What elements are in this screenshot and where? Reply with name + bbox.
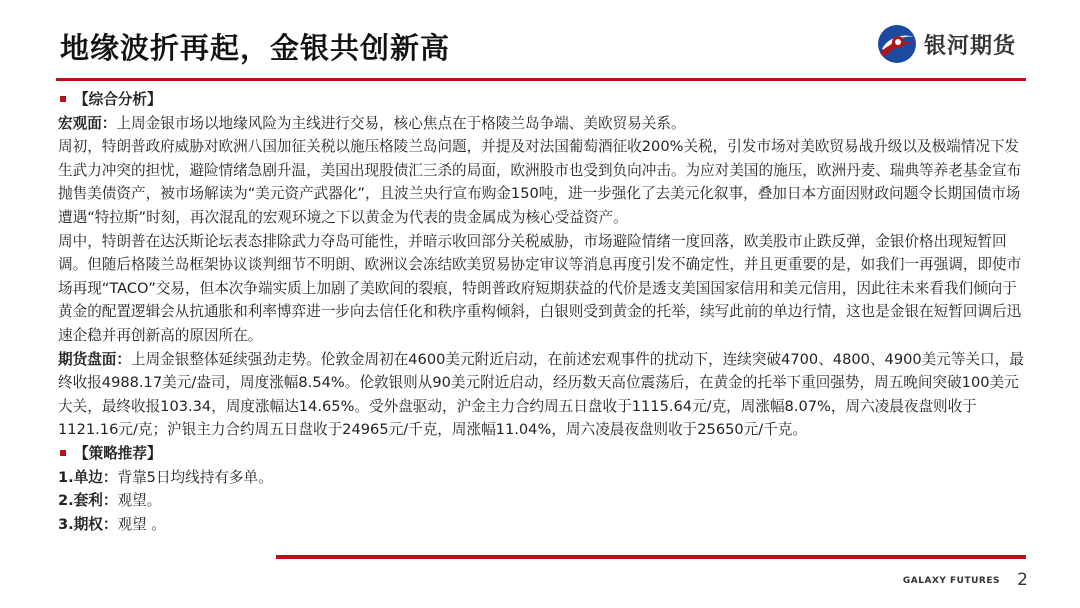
footer-brand: GALAXY FUTURES [902,576,1000,586]
macro-paragraph-2: 周中，特朗普在达沃斯论坛表态排除武力夺岛可能性，并暗示收回部分关税威胁，市场避险情绪一度回落，欧美股市止跌反弹，金银价格出现短暂回调。但随后格陵兰岛框架协议谈判细节不明朗、欧洲议会冻结欧美贸易协定审议等消息再度引发不确定性，并且更重要的是，如我们一再强调，即使市场再现“TACO”交易，但本次争端实质上加剧了美欧间的裂痕，特朗普政府短期获益的代价是透支美国国家信用和美元信用，因此往未来看我们倾向于黄金的配置逻辑会从抗通胀和利率博弈进一步向去信任化和秩序重构倾斜，白银则受到黄金的托举，续写此前的单边行情，这也是金银在短暂回调后迅速企稳并再创新高的原因所在。 [58,232,1022,344]
logo-text: 银河期货 [924,33,1017,59]
header-divider [56,78,1026,81]
macro-intro: 宏观面：上周金银市场以地缘风险为主线进行交易，核心焦点在于格陵兰岛争端、美欧贸易关系。 [58,114,686,132]
footer-divider [276,555,1026,559]
main-content [58,88,1026,536]
company-logo [876,22,1016,66]
bullet-icon [60,450,66,456]
analysis-heading: 【综合分析】 [58,88,1026,112]
page-number: 2 [1017,570,1028,590]
galaxy-logo-icon [876,23,918,65]
bullet-icon [60,96,66,102]
futures-label: 期货盘面： [58,350,131,368]
macro-label: 宏观面： [58,114,117,132]
page-title: 地缘波折再起，金银共创新高 [60,31,451,65]
strategy-item: 1.单边：背靠5日均线持有多单。 [58,468,273,486]
strategy-item: 3.期权：观望 。 [58,515,166,533]
futures-paragraph: 期货盘面：上周金银整体延续强劲走势。伦敦金周初在4600美元附近启动，在前述宏观事件的扰动下，连续突破4700、4800、4900美元等关口，最终收报4988.17美元/盎司，周度涨幅8.54%。伦敦银则从90美元附近启动，经历数天高位震荡后，在黄金的托举下重回强势，周五晚间突破100美元大关，最终收报103.34，周度涨幅达14.65%。受外盘驱动，沪金主力合约周五日盘收于1115.64元/克，周涨幅8.07%，周六凌晨夜盘则收于1121.16元/克；沪银主力合约周五日盘收于24965元/千克，周涨幅11.04%，周六凌晨夜盘则收于25650元/千克。 [58,350,1024,439]
strategy-heading: 【策略推荐】 [58,442,1026,466]
strategy-item: 2.套利：观望。 [58,492,162,510]
macro-paragraph-1: 周初，特朗普政府威胁对欧洲八国加征关税以施压格陵兰岛问题，并提及对法国葡萄酒征收200%关税，引发市场对美欧贸易战升级以及极端情况下发生武力冲突的担忧，避险情绪急剧升温，美国出现股债汇三杀的局面，欧洲股市也受到负向冲击。为应对美国的施压，欧洲丹麦、瑞典等养老基金宣布抛售美债资产，被市场解读为“美元资产武器化”，且波兰央行宣布购金150吨，进一步强化了去美元化叙事，叠加日本方面因财政问题令长期国债市场遭遇“特拉斯”时刻，再次混乱的宏观环境之下以黄金为代表的贵金属成为核心受益资产。 [58,138,1022,226]
